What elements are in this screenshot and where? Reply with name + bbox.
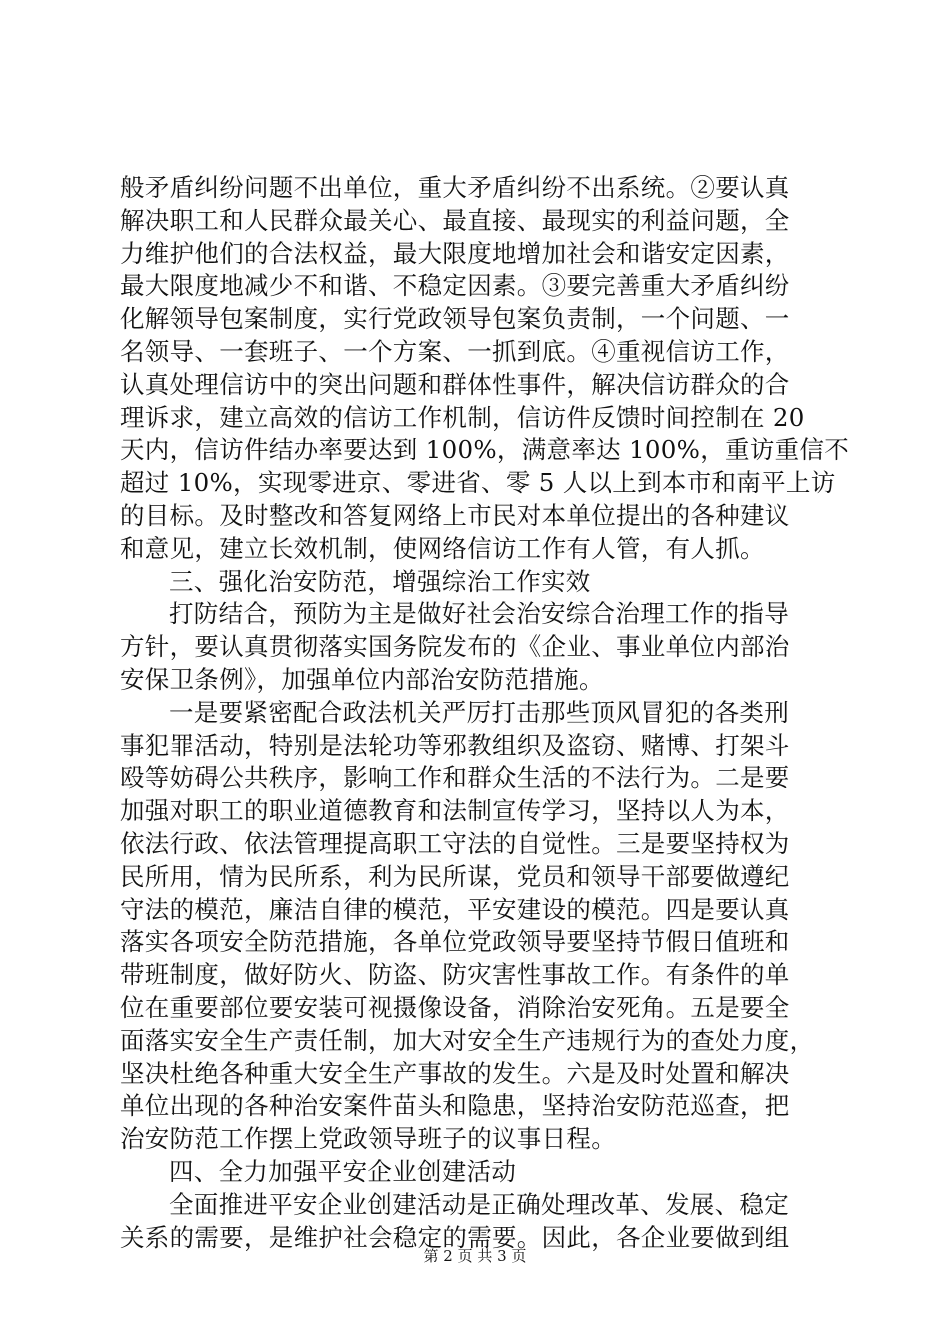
text-line: 事犯罪活动，特别是法轮功等邪教组织及盗窃、赌博、打架斗 <box>120 730 790 760</box>
text-line: 位在重要部位要安装可视摄像设备，消除治安死角。五是要全 <box>120 992 790 1022</box>
text-line: 超过 10%，实现零进京、零进省、零 5 人以上到本市和南平上访 <box>120 468 836 498</box>
text-line: 关系的需要，是维护社会稳定的需要。因此，各企业要做到组 <box>120 1222 790 1252</box>
text-line: 加强对职工的职业道德教育和法制宣传学习，坚持以人为本， <box>120 796 790 826</box>
text-line: 解决职工和人民群众最关心、最直接、最现实的利益问题，全 <box>120 205 790 235</box>
text-line: 守法的模范，廉洁自律的模范，平安建设的模范。四是要认真 <box>120 894 790 924</box>
text-line: 力维护他们的合法权益，最大限度地增加社会和谐安定因素， <box>120 238 790 268</box>
text-line: 依法行政、依法管理提高职工守法的自觉性。三是要坚持权为 <box>120 828 790 858</box>
text-line: 治安防范工作摆上党政领导班子的议事日程。 <box>120 1124 616 1154</box>
section-heading: 四、全力加强平安企业创建活动 <box>169 1156 517 1186</box>
text-line: 天内，信访件结办率要达到 100%，满意率达 100%，重访重信不 <box>120 435 850 465</box>
text-line: 理诉求，建立高效的信访工作机制，信访件反馈时间控制在 20 <box>120 402 805 432</box>
text-line: 安保卫条例》，加强单位内部治安防范措施。 <box>120 664 604 694</box>
text-line: 和意见，建立长效机制，使网络信访工作有人管，有人抓。 <box>120 533 765 563</box>
paragraph-start-line: 全面推进平安企业创建活动是正确处理改革、发展、稳定 <box>169 1189 789 1219</box>
text-line: 民所用，情为民所系，利为民所谋，党员和领导干部要做遵纪 <box>120 861 790 891</box>
text-line: 名领导、一套班子、一个方案、一抓到底。④重视信访工作， <box>120 336 790 366</box>
text-line: 认真处理信访中的突出问题和群体性事件，解决信访群众的合 <box>120 369 790 399</box>
page-number-footer: 第 2 页 共 3 页 <box>423 1247 527 1265</box>
text-line: 殴等妨碍公共秩序，影响工作和群众生活的不法行为。二是要 <box>120 763 790 793</box>
paragraph-start-line: 打防结合，预防为主是做好社会治安综合治理工作的指导 <box>169 599 789 629</box>
text-line: 化解领导包案制度，实行党政领导包案负责制，一个问题、一 <box>120 304 790 334</box>
text-line: 般矛盾纠纷问题不出单位，重大矛盾纠纷不出系统。②要认真 <box>120 173 790 202</box>
section-heading: 三、强化治安防范，增强综治工作实效 <box>169 566 591 596</box>
text-line: 方针，要认真贯彻落实国务院发布的《企业、事业单位内部治 <box>120 632 790 662</box>
text-line: 单位出现的各种治安案件苗头和隐患，坚持治安防范巡查，把 <box>120 1091 790 1121</box>
text-line: 带班制度，做好防火、防盗、防灾害性事故工作。有条件的单 <box>120 960 790 990</box>
text-line: 最大限度地减少不和谐、不稳定因素。③要完善重大矛盾纠纷 <box>120 271 790 301</box>
document-body <box>120 172 850 1254</box>
text-line: 面落实安全生产责任制，加大对安全生产违规行为的查处力度， <box>120 1025 815 1055</box>
text-line: 落实各项安全防范措施，各单位党政领导要坚持节假日值班和 <box>120 927 790 957</box>
paragraph-start-line: 一是要紧密配合政法机关严厉打击那些顶风冒犯的各类刑 <box>169 697 789 727</box>
text-line: 的目标。及时整改和答复网络上市民对本单位提出的各种建议 <box>120 500 790 530</box>
text-line: 坚决杜绝各种重大安全生产事故的发生。六是及时处置和解决 <box>120 1058 790 1088</box>
